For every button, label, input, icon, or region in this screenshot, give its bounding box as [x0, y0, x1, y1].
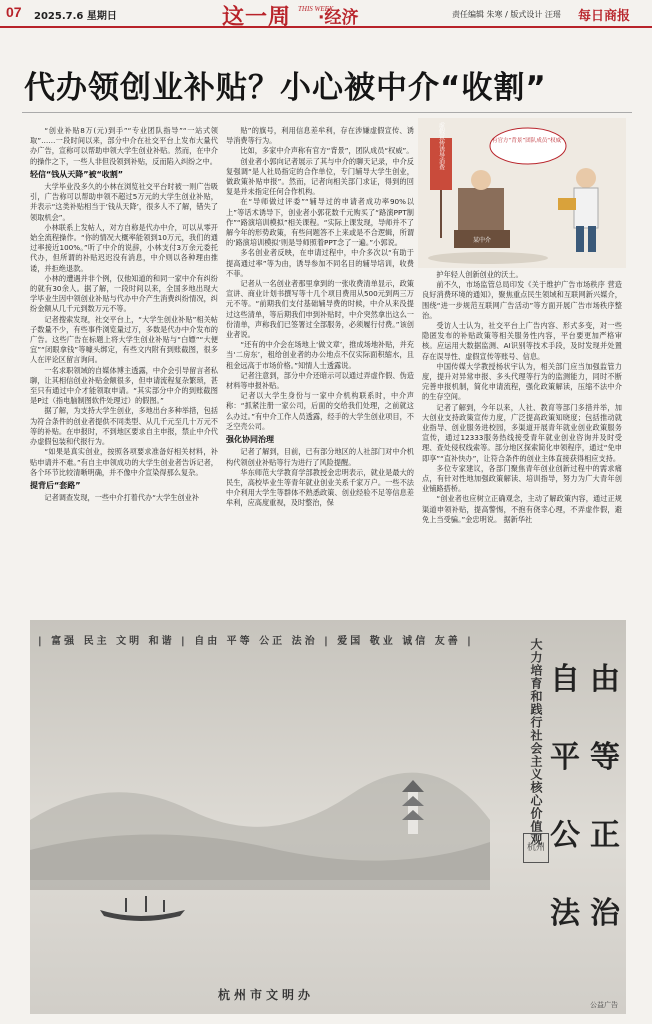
article-paragraph: 比如，多家中介声称有官方“背景”，团队成员“权威”。 [240, 146, 414, 156]
poster-seal: 杭州 [523, 833, 549, 863]
article-paragraph: 华东师范大学教育学部教授金忠明表示，就业是最大的民生，高校毕业生等青年就业创业关系千家万户。一些不法中介利用大学生等群体不熟悉政策、创业经验不足等信息差牟利，应高度重视，及时整治，保 [226, 467, 414, 508]
article-paragraph: 小林的遭遇并非个例，仅他知道的和同一家中介有纠纷的就有30余人。据了解，一段时间以来，全国多地出现大学毕业生因中领创业补贴与代办中介产生消费纠纷情况，纠纷金额从几千元到数万元不等。 [30, 273, 218, 314]
section-title: 这一周 [222, 5, 292, 30]
article-paragraph: “还有的中介会在场地上‘做文章’，推成场地补贴，并充当‘二房东’，租给创业者的办公地点不仅实际面积缩水，且租金远高于市场价格。”知情人士透露说。 [226, 340, 414, 370]
section-subtitle: ·经济 [318, 8, 359, 28]
core-values-slogan: | 富强 民主 文明 和谐 | 自由 平等 公正 法治 | 爱国 敬业 诚信 友善 | [38, 636, 474, 647]
public-service-poster [30, 620, 626, 1014]
poster-char-2: 由 [590, 662, 620, 697]
article-paragraph: “创业者也应树立正确观念，主动了解政策内容，通过正规渠道申领补贴，提高警惕，不抱有侥幸心理，不弄虚作假，避免上当受骗。”金忠明说。 据新华社 [422, 494, 622, 524]
public-ad-label: 公益广告 [590, 1001, 618, 1009]
boat [100, 910, 185, 921]
this-week-label: THIS WEEK [298, 5, 334, 13]
article-paragraph: 记者了解到，今年以来，人社、教育等部门多措并举，加大创业支持政策宣传力度，广泛提高政策知晓度；包括推动就业指导、创业服务进校园，多渠道开展青年就业创业政策服务宣传，通过12333服务热线接受青年就业创业咨询并及时受理、查处侵权线索等。部分地区探索简化申领程序，通过“免申即享”“直补快办”，让符合条件的创业主体直接获得相应支持。 [422, 402, 622, 463]
newspaper-brand: 每日商报 [578, 9, 631, 24]
article-paragraph: 中国传媒大学教授杨状宇认为，相关部门应当加强监管力度，提升对异常申报、多头代理等行为的监测能力，同时不断完善申报机制，简化申请流程，强化政策解读，压缩不法中介的生存空间。 [422, 361, 622, 402]
section-subheading: 提背后“套路” [30, 480, 81, 490]
article-paragraph: 记者调查发现，一些中介打着代办“大学生创业补 [44, 493, 200, 503]
poster-char-8: 治 [590, 896, 620, 931]
article-column-1 [30, 126, 218, 596]
sign-text: 虚假宣传诱导消费 [437, 122, 445, 170]
top-bar [0, 0, 652, 28]
article-paragraph: 记者以大学生身份与一家中介机构联系时，中介声称：“抓紧注册一家公司，后面的交给我们处理，之前就这么办过。”有中介工作人员透露，经手的大学生创业项目，不乏空壳公司。 [226, 391, 414, 431]
article-paragraph: 多位专家建议，各部门聚焦青年创业创新过程中的需求痛点，有针对性地加强政策解读、培训指导，努力为广大青年创业铺路搭桥。 [422, 463, 622, 494]
poster-char-5: 公 [550, 818, 580, 853]
poster-char-6: 正 [590, 818, 620, 853]
article-paragraph: 记者注意到，部分中介还暗示可以通过弄虚作假、伪造材料等申报补贴。 [226, 370, 414, 391]
issue-date: 2025.7.6 星期日 [34, 11, 117, 22]
poster-char-1: 自 [550, 662, 580, 697]
article-paragraph: 受访人士认为，社交平台上广告内容、形式多变，对一些隐匿发布的补贴政策等相关服务性内容，平台要更加严格审核。应运用大数据监测、AI识别等技术手段，及时发现并处置存在误导性、虚假宣传等账号、信息。 [422, 321, 622, 361]
poster-char-4: 等 [590, 740, 620, 775]
article-column-3 [422, 270, 622, 595]
article-paragraph: 记者从一名创业者那里拿到的一张收费清单显示，政策宣讲、商业计划书撰写等十几个项目费用从500元到两三万元不等。“前期我们支付基础辅导费的时候，中介从来没提过这些清单，等后期我们申到补贴时，中介突然拿出这么一份清单，声称我们已签署过全部服务，必须履行付费。”该创业者说。 [226, 279, 414, 340]
article-paragraph: 小林联系上发帖人，对方自称是代办中介，可以从零开始全流程操作。“你的情况大概率能领到10万元，我们的通过率接近100%。”听了中介的说辞，小林支付3万余元委托代办，但所谓的补贴迟迟没有消息，中介则以各种理由推诿，并拒绝退款。 [30, 222, 218, 273]
article-paragraph: “如果是真实创业，按照各项要求准备好相关材料，补贴申请并不难。”有自主申领成功的大学生创业者告诉记者，各个环节比较清晰明确，并不像中介宣染得那么复杂。 [30, 447, 218, 477]
page-number: 07 [6, 4, 22, 20]
poster-vertical-title: 大力培育和践行社会主义核心价值观 [529, 638, 543, 846]
article-headline: 代办领创业补贴？小心被中介“收割” [24, 70, 547, 106]
article-paragraph: 一名求职领域的自媒体博主透露，中介会引导留言者私聊，让其相信创业补贴金额很多，但申请流程复杂繁琐，甚至只有通过中介才能领取申请。“其实部分中介的到账截图是P过（指电脑制图软件处理过）的假图。” [30, 365, 218, 406]
poster-char-7: 法 [550, 896, 580, 931]
poster-char-3: 平 [550, 740, 580, 775]
article-paragraph: “创业补贴8万(元)到手”“专业团队指导”“一站式领取”……一段时间以来，部分中介在社交平台上发布大量代办广告，宣称可以帮助申领大学生创业补贴。然而，在中介的操作之下，一些人非但没领到补贴，反而陷入纠纷之中。 [30, 126, 218, 166]
headline-divider [22, 112, 632, 113]
article-paragraph: 前不久，市场监管总局印发《关于维护广告市场秩序 营造良好消费环境的通知》，聚焦重点民生领域和互联网新兴媒介，围绕“进一步规范互联网广告活动”等方面开展广告市场秩序整治。 [422, 280, 622, 320]
poster-issuer: 杭州市文明办 [218, 988, 315, 1002]
editor-credits: 责任编辑 朱寒 / 版式设计 汪瑶 [452, 10, 561, 19]
article-paragraph: 大学毕业没多久的小林在浏览社交平台时被一则广告吸引，广告称可以帮助申领不超过5万元的大学生创业补贴，并表示“这类补贴相当于‘钱从天降’，很多人不了解，错失了领取机会”。 [30, 182, 218, 222]
article-paragraph: 多名创业者反映，在申请过程中，中介多次以“有助于提高通过率”等为由，诱导参加不同名目的辅导培训，收费不菲。 [226, 248, 414, 278]
section-subheading: 轻信“钱从天降”被“收割” [30, 169, 124, 179]
agent-box-label: 某中介 [472, 237, 492, 244]
cloud-text: 有官方“背景”团队成员“权威” [492, 138, 564, 144]
article-paragraph: 记者搜索发现，社交平台上，“大学生创业补贴”相关帖子数量不少，有些事件浏览量过万，多数是代办中介发布的广告。这些广告在标题上将大学生创业补贴与“白嫖”“大便宜”“闭眼拿钱”等噱头绑定，有些文内附有到账截图，很多人在评论区留言询问。 [30, 314, 218, 365]
article-illustration [418, 118, 626, 268]
article-paragraph: 创业者小郭向记者展示了其与中介的聊天记录，中介反复强调“是人社局指定的合作单位，专门辅导大学生创业，做政策补贴申报”。然而，记者向相关部门求证，得到的回复是并未指定任何合作机构。 [226, 156, 414, 197]
article-paragraph: 据了解，为支持大学生创业，多地出台多种举措，包括为符合条件的创业者提供不同类型、从几千元至几十万元不等的补贴。在申报时，不到地区要求自主申报，禁止中介代办虚假包装和代报行为。 [30, 406, 218, 447]
article-paragraph: 记者了解到，目前，已有部分地区的人社部门对中介机构代领创业补贴等行为进行了风险提醒。 [226, 447, 414, 467]
article-paragraph: 贴”的旗号，利用信息差牟利，存在涉嫌虚假宣传、诱导消费等行为。 [226, 126, 414, 146]
article-paragraph: 护年轻人创新创业的沃土。 [436, 270, 523, 279]
article-column-2 [226, 126, 414, 596]
section-subheading: 强化协同治理 [226, 435, 274, 445]
article-paragraph: 在“导师做过评委”“辅导过的申请者成功率90%以上”等话术诱导下，创业者小郭花数千元购买了“路演PPT制作”“路演培训模拟”相关课程。“实际上课发现，导师并不了解今年的形势政策，有些问题答不上来或是不合逻辑，所谓的‘路演培训模拟’则是导师照着PPT念了一遍。”小郭说。 [226, 197, 414, 248]
